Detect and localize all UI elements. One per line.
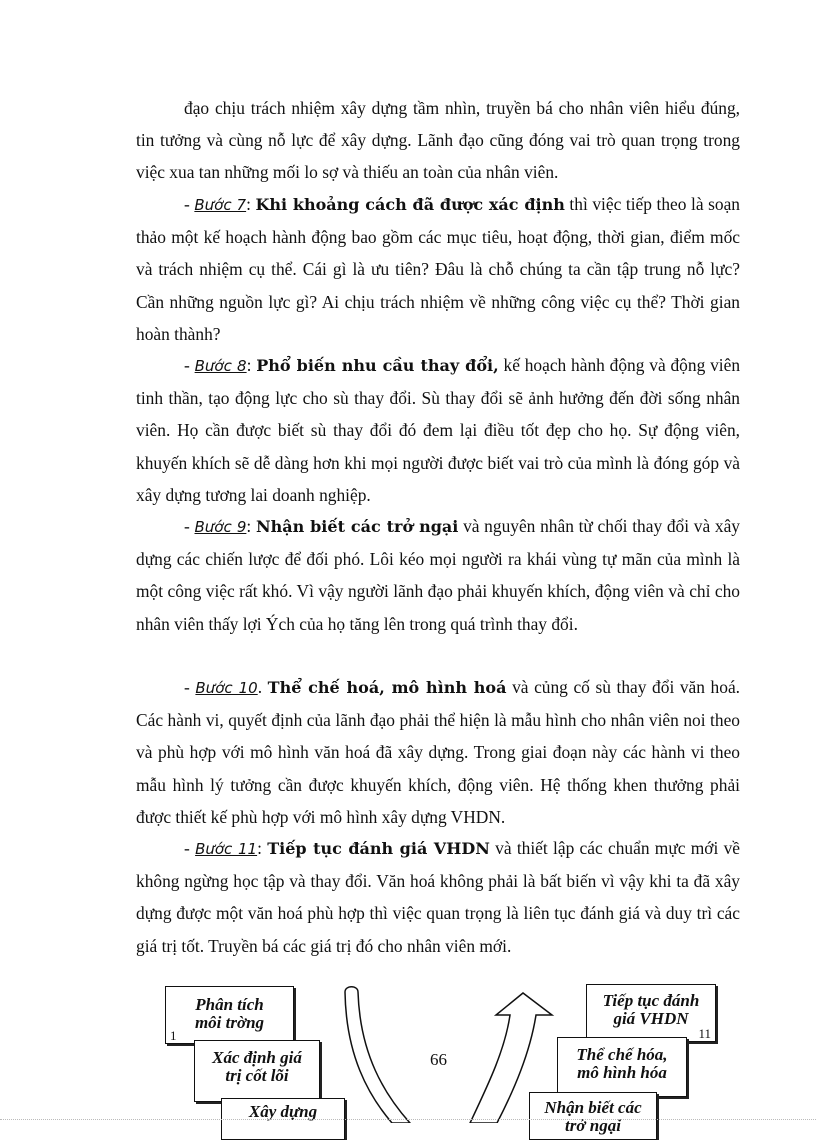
step-label: Bước 10 bbox=[195, 679, 258, 697]
step-label: Bước 11 bbox=[195, 840, 258, 858]
step-box-9 bbox=[529, 1092, 657, 1140]
box-line: mô hình hóa bbox=[577, 1063, 667, 1082]
dash: - bbox=[184, 838, 196, 858]
separator: : bbox=[246, 194, 256, 214]
paragraph-text: và nguyên nhân từ chối thay đổi và xây dựng các chiến lược để đối phó. Lôi kéo mọi người ra khái vùng tự mãn của mình là một công việc rất khó. Vì vậy người lãnh đạo phải khuyến khích, động viên và chỉ cho nhân viên thấy lợi Ých của họ tăng lên trong quá trình thay đổi. bbox=[136, 516, 740, 634]
paragraph-text: đạo chịu trách nhiệm xây dựng tầm nhìn, truyền bá cho nhân viên hiểu đúng, tin tưởng và cùng nỗ lực để xây dựng. Lãnh đạo cũng đóng vai trò quan trọng trong việc xua tan những mối lo sợ và thiếu an toàn của nhân viên. bbox=[136, 98, 740, 183]
dash: - bbox=[184, 194, 195, 214]
box-number: 1 bbox=[170, 1028, 177, 1043]
step-label: Bước 9 bbox=[194, 518, 247, 536]
box-number: 11 bbox=[698, 1026, 711, 1041]
separator: : bbox=[246, 355, 257, 375]
paragraph-text: kế hoạch hành động và động viên tinh thần, tạo động lực cho sù thay đổi. Sù thay đổi sẽ ảnh hưởng đến đời sống nhân viên. Họ cần được biết sù thay đổi đó đem lại điều tốt đẹp cho họ. Sự động viên, khuyến khích sẽ dễ dàng hơn khi mọi người được biết vai trò của mình là đóng góp và xây dựng tương lai doanh nghiệp. bbox=[136, 355, 741, 505]
paragraph-intro bbox=[136, 92, 740, 189]
box-line: Xây dựng bbox=[248, 1102, 318, 1121]
paragraph-text: và củng cố sù thay đổi văn hoá. Các hành vi, quyết định của lãnh đạo phải thể hiện là mẫu hình cho nhân viên noi theo và phù hợp với mô hình văn hoá đã xây dựng. Trong giai đoạn này các hành vi theo mẫu hình lý tưởng cần được khuyến khích, động viên. Hệ thống khen thưởng phải được thiết kế phù hợp với mô hình xây dựng VHDN. bbox=[136, 677, 741, 827]
step-label: Bước 7 bbox=[194, 196, 247, 214]
page-bottom-divider bbox=[0, 1119, 816, 1120]
box-line: Phân tích bbox=[195, 995, 264, 1014]
box-line: Nhận biết các bbox=[544, 1098, 642, 1117]
step-box-1 bbox=[165, 986, 294, 1044]
box-line: môi trờng bbox=[194, 1013, 265, 1032]
down-curved-arrow bbox=[345, 987, 410, 1123]
dash: - bbox=[184, 355, 195, 375]
box-line: trở ngại bbox=[565, 1116, 621, 1135]
paragraph-step-8 bbox=[136, 349, 740, 511]
step-heading: Thể chế hoá, mô hình hoá bbox=[267, 678, 507, 697]
dash: - bbox=[184, 677, 196, 697]
paragraph-step-11 bbox=[136, 832, 740, 962]
box-line: Xác định giá bbox=[212, 1048, 302, 1067]
step-box-10 bbox=[557, 1037, 687, 1097]
step-heading: Phổ biến nhu cầu thay đổi, bbox=[256, 356, 499, 375]
paragraph-text: thì việc tiếp theo là soạn thảo một kế hoạch hành động bao gồm các mục tiêu, hoạt động, thời gian, điểm mốc và trách nhiệm cụ thể. Cái gì là ưu tiên? Đâu là chỗ chúng ta cần tập trung nỗ lực? Cần những nguồn lực gì? Ai chịu trách nhiệm về những công việc cụ thể? Thời gian hoàn thành? bbox=[136, 194, 741, 344]
separator: : bbox=[246, 516, 256, 536]
step-heading: Nhận biết các trở ngại bbox=[255, 517, 459, 536]
dash: - bbox=[184, 516, 195, 536]
box-line: Thể chế hóa, bbox=[576, 1045, 668, 1064]
step-heading: Tiếp tục đánh giá VHDN bbox=[267, 839, 490, 858]
step-heading: Khi khoảng cách đã được xác định bbox=[255, 195, 565, 214]
box-line: giá VHDN bbox=[613, 1009, 689, 1028]
paragraph-step-7 bbox=[136, 188, 740, 350]
step-label: Bước 8 bbox=[194, 357, 247, 375]
step-box-11 bbox=[586, 984, 716, 1042]
separator: . bbox=[257, 677, 268, 697]
paragraph-step-10 bbox=[136, 671, 740, 833]
paragraph-step-9 bbox=[136, 510, 740, 640]
step-box-2 bbox=[194, 1040, 320, 1102]
box-line: Tiếp tục đánh bbox=[602, 991, 700, 1010]
page-number: 66 bbox=[430, 1050, 447, 1069]
paragraph-text: và thiết lập các chuẩn mực mới về không ngừng học tập và thay đổi. Văn hoá không phải là bất biến vì vậy khi ta đã xây dựng được một văn hoá phù hợp thì việc quan trọng là liên tục đánh giá và duy trì các giá trị tốt. Truyền bá các giá trị đó cho nhân viên mới. bbox=[136, 838, 740, 956]
box-line: trị cốt lõi bbox=[225, 1066, 289, 1085]
separator: : bbox=[257, 838, 268, 858]
